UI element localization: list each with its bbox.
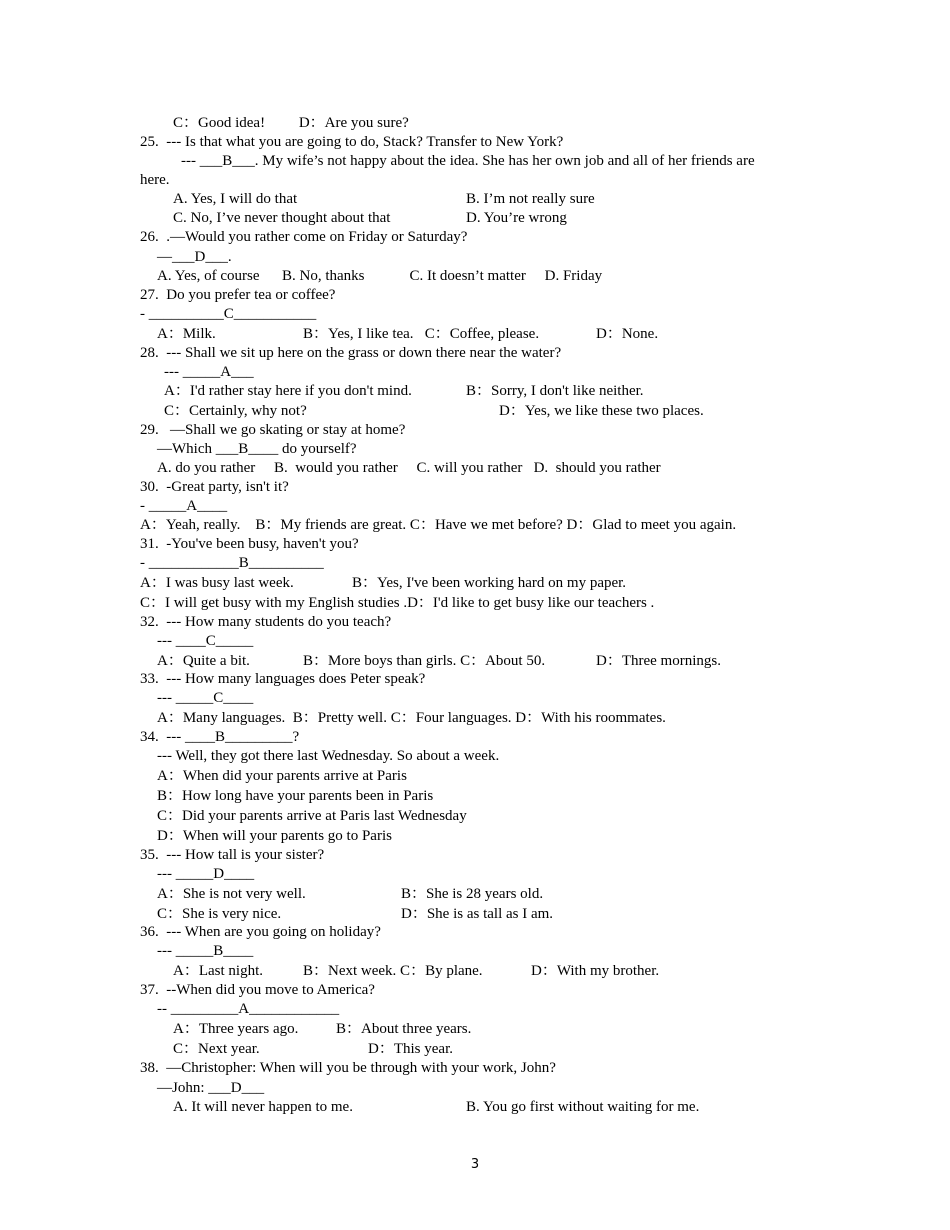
q26-options: A. Yes, of course B. No, thanks C. It doesn’t matter D. Friday [157, 268, 603, 284]
q30-options: A：Yeah, really. B：My friends are great. C：Have we met before? D：Glad to meet you again. [140, 517, 737, 533]
q33-answer-line: --- _____C____ [157, 690, 254, 706]
q31-option-b: B：Yes, I've been working hard on my paper. [352, 575, 627, 591]
q33-question: 33. --- How many languages does Peter speak? [140, 671, 426, 687]
q34-option-a: A：When did your parents arrive at Paris [157, 768, 407, 784]
q37-answer-line: -- _________A____________ [157, 1001, 340, 1017]
q34-question: 34. --- ____B_________? [140, 729, 300, 745]
q32-option-a: A：Quite a bit. [157, 653, 250, 669]
q28-option-b: B：Sorry, I don't like neither. [466, 383, 644, 399]
q35-option-a: A：She is not very well. [157, 886, 306, 902]
q36-question: 36. --- When are you going on holiday? [140, 924, 381, 940]
q36-option-a: A：Last night. [173, 963, 263, 979]
q31-option-a: A：I was busy last week. [140, 575, 294, 591]
q28-answer-line: --- _____A___ [164, 364, 254, 380]
q31-question: 31. -You've been busy, haven't you? [140, 536, 359, 552]
q25-option-a: A. Yes, I will do that [173, 191, 298, 207]
q35-option-c: C：She is very nice. [157, 906, 282, 922]
q38-answer-line: —John: ___D___ [157, 1080, 265, 1096]
q32-options-bc: B：More boys than girls. C：About 50. [303, 653, 546, 669]
q29-options: A. do you rather B. would you rather C. will you rather D. should you rather [157, 460, 661, 476]
q38-question: 38. —Christopher: When will you be through with your work, John? [140, 1060, 556, 1076]
q30-answer-line: - _____A____ [140, 498, 228, 514]
q27-question: 27. Do you prefer tea or coffee? [140, 287, 336, 303]
q36-options-bc: B：Next week. C：By plane. [303, 963, 483, 979]
q24-options-cd: C：Good idea! D：Are you sure? [173, 115, 409, 131]
q25-answer-cont: here. [140, 172, 170, 188]
q29-answer-line: —Which ___B____ do yourself? [157, 441, 357, 457]
q31-answer-line: - ____________B__________ [140, 555, 324, 571]
q31-options-cd: C：I will get busy with my English studies .D：I'd like to get busy like our teachers . [140, 595, 655, 611]
q33-options: A：Many languages. B：Pretty well. C：Four languages. D：With his roommates. [157, 710, 666, 726]
q36-option-d: D：With my brother. [531, 963, 660, 979]
q30-question: 30. -Great party, isn't it? [140, 479, 289, 495]
q28-option-a: A：I'd rather stay here if you don't mind. [164, 383, 412, 399]
q25-option-c: C. No, I’ve never thought about that [173, 210, 391, 226]
q35-option-b: B：She is 28 years old. [401, 886, 544, 902]
q26-answer-line: —___D___. [157, 249, 232, 265]
q29-question: 29. —Shall we go skating or stay at home? [140, 422, 406, 438]
q28-option-c: C：Certainly, why not? [164, 403, 307, 419]
q37-question: 37. --When did you move to America? [140, 982, 375, 998]
q28-question: 28. --- Shall we sit up here on the grass or down there near the water? [140, 345, 562, 361]
q37-option-a: A：Three years ago. [173, 1021, 299, 1037]
q37-option-c: C：Next year. [173, 1041, 260, 1057]
q27-option-d: D：None. [596, 326, 659, 342]
q35-answer-line: --- _____D____ [157, 866, 255, 882]
q35-question: 35. --- How tall is your sister? [140, 847, 325, 863]
q34-option-c: C：Did your parents arrive at Paris last Wednesday [157, 808, 467, 824]
q38-option-b: B. You go first without waiting for me. [466, 1099, 700, 1115]
q32-question: 32. --- How many students do you teach? [140, 614, 392, 630]
q38-option-a: A. It will never happen to me. [173, 1099, 353, 1115]
q27-options-bc: B：Yes, I like tea. C：Coffee, please. [303, 326, 540, 342]
q36-answer-line: --- _____B____ [157, 943, 254, 959]
q25-option-b: B. I’m not really sure [466, 191, 595, 207]
q34-reply: --- Well, they got there last Wednesday. So about a week. [157, 748, 500, 764]
q35-option-d: D：She is as tall as I am. [401, 906, 554, 922]
q37-option-d: D：This year. [368, 1041, 453, 1057]
q34-option-b: B：How long have your parents been in Paris [157, 788, 434, 804]
q34-option-d: D：When will your parents go to Paris [157, 828, 392, 844]
q25-option-d: D. You’re wrong [466, 210, 567, 226]
q32-answer-line: --- ____C_____ [157, 633, 254, 649]
q32-option-d: D：Three mornings. [596, 653, 721, 669]
q27-option-a: A：Milk. [157, 326, 216, 342]
q25-answer-line: --- ___B___. My wife’s not happy about the idea. She has her own job and all of her friends are [181, 153, 755, 169]
q27-answer-line: - __________C___________ [140, 306, 317, 322]
q25-question: 25. --- Is that what you are going to do, Stack? Transfer to New York? [140, 134, 564, 150]
q28-option-d: D：Yes, we like these two places. [499, 403, 704, 419]
q37-option-b: B：About three years. [336, 1021, 472, 1037]
q26-question: 26. .—Would you rather come on Friday or Saturday? [140, 229, 468, 245]
page-number: 3 [470, 1157, 480, 1172]
